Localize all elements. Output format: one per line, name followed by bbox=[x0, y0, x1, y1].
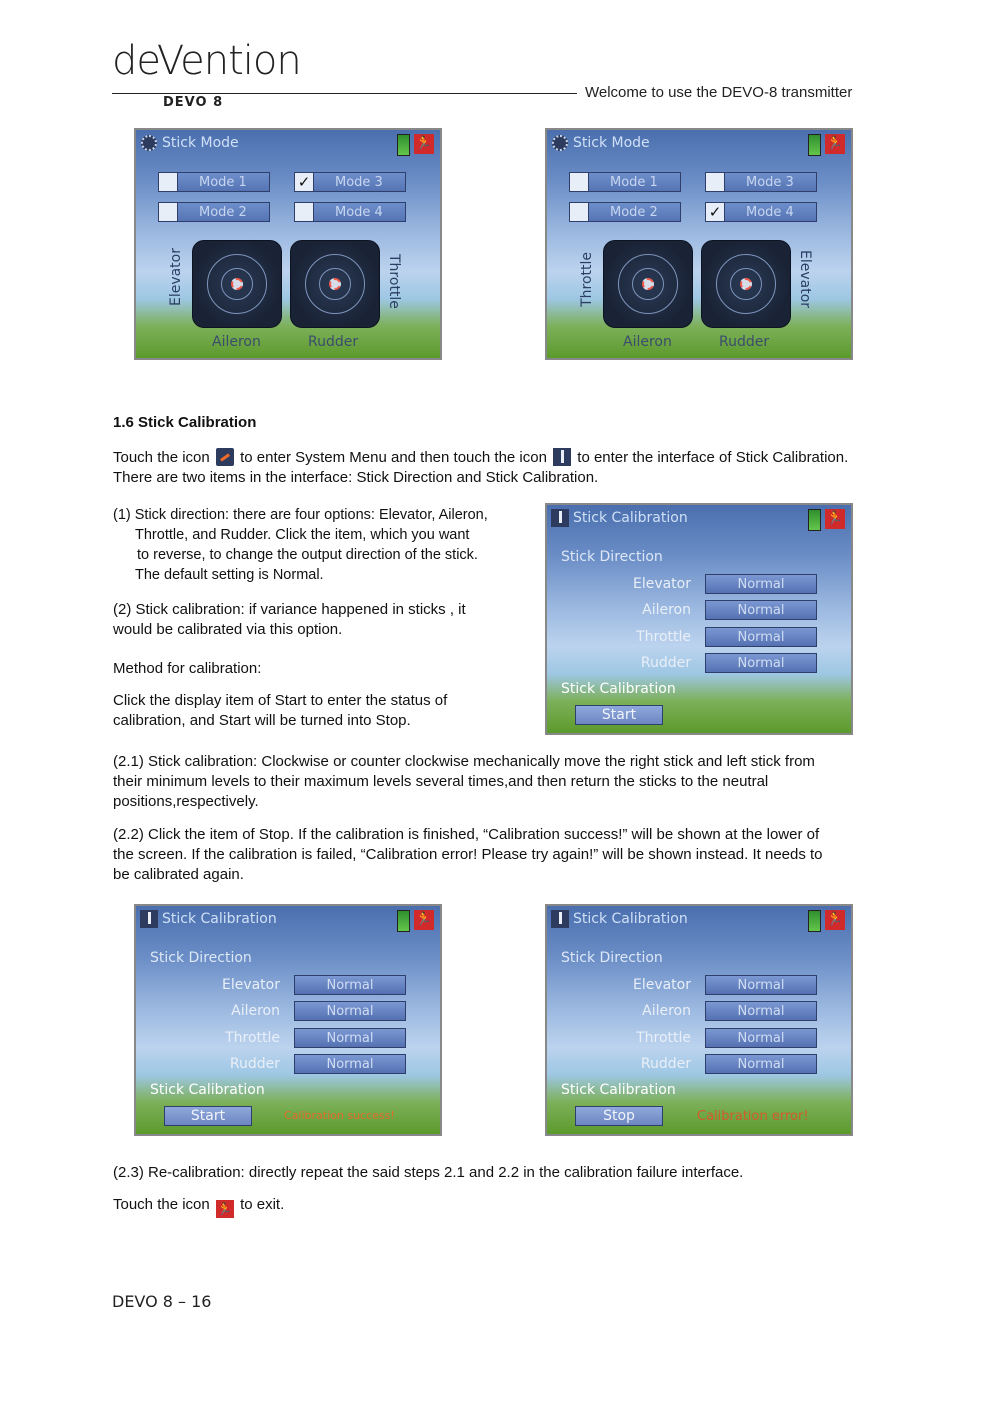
checkbox bbox=[159, 203, 178, 221]
row-label-rudder: Rudder bbox=[640, 1056, 691, 1072]
stick-calibration-heading: Stick Calibration bbox=[150, 1082, 265, 1098]
row-label-throttle: Throttle bbox=[636, 1030, 691, 1046]
calibration-status: Calibration error! bbox=[697, 1109, 809, 1124]
intro-text-4: There are two items in the interface: Stick Direction and Stick Calibration. bbox=[113, 469, 599, 486]
stick-direction-heading: Stick Direction bbox=[561, 549, 663, 565]
title-bar bbox=[136, 906, 440, 934]
battery-icon bbox=[397, 910, 410, 932]
bottom-right-axis-label: Rudder bbox=[719, 334, 770, 350]
bottom-right-axis-label: Rudder bbox=[308, 334, 359, 350]
row-label-aileron: Aileron bbox=[642, 1003, 691, 1019]
item-2-line: would be calibrated via this option. bbox=[113, 621, 343, 638]
mode-label: Mode 3 bbox=[746, 175, 794, 190]
row-label-elevator: Elevator bbox=[632, 977, 691, 993]
step-line: (2.2) Click the item of Stop. If the calibration is finished, “Calibration success!” will be shown at the lower of bbox=[113, 826, 820, 843]
exit-icon: 🏃 bbox=[217, 1202, 233, 1216]
row-label-rudder: Rudder bbox=[640, 655, 691, 671]
throttle-direction-button[interactable]: Normal bbox=[705, 627, 817, 647]
exit-icon[interactable]: 🏃 bbox=[414, 910, 434, 930]
exit-text-1: Touch the icon bbox=[113, 1196, 210, 1213]
elevator-direction-button[interactable]: Normal bbox=[705, 574, 817, 594]
title-bar bbox=[547, 505, 851, 533]
stick-position-icon bbox=[329, 278, 341, 290]
stick-calibration-screen-error bbox=[545, 904, 853, 1136]
throttle-direction-button[interactable]: Normal bbox=[294, 1028, 406, 1048]
title-bar bbox=[547, 906, 851, 934]
mode-2-button[interactable] bbox=[158, 202, 270, 222]
checkbox bbox=[570, 173, 589, 191]
row-label-throttle: Throttle bbox=[636, 629, 691, 645]
rudder-direction-button[interactable]: Normal bbox=[294, 1054, 406, 1074]
gear-icon bbox=[552, 135, 568, 151]
left-axis-label: Elevator bbox=[168, 248, 184, 307]
row-label-rudder: Rudder bbox=[229, 1056, 280, 1072]
right-stick-gimbal bbox=[290, 240, 380, 328]
item-1-line: Throttle, and Rudder. Click the item, which you want bbox=[135, 527, 470, 543]
stop-button[interactable]: Stop bbox=[575, 1106, 663, 1126]
item-2-text bbox=[113, 600, 523, 640]
left-axis-label: Throttle bbox=[579, 252, 595, 307]
stick-calibration-heading: Stick Calibration bbox=[561, 681, 676, 697]
mode-label: Mode 2 bbox=[199, 205, 247, 220]
stick-calibration-icon bbox=[140, 910, 158, 928]
exit-icon[interactable]: 🏃 bbox=[414, 134, 434, 154]
start-button[interactable]: Start bbox=[575, 705, 663, 725]
stick-calibration-icon bbox=[551, 910, 569, 928]
calibration-status: Calibration success! bbox=[284, 1109, 395, 1122]
bottom-left-axis-label: Aileron bbox=[623, 334, 672, 350]
battery-icon bbox=[397, 134, 410, 156]
battery-icon bbox=[808, 910, 821, 932]
title-bar bbox=[547, 130, 851, 158]
page-footer: DEVO 8 – 16 bbox=[112, 1292, 212, 1311]
left-stick-gimbal bbox=[192, 240, 282, 328]
stick-calibration-icon bbox=[553, 448, 571, 466]
mode-label: Mode 1 bbox=[610, 175, 658, 190]
mode-4-button[interactable] bbox=[294, 202, 406, 222]
checkbox bbox=[295, 203, 314, 221]
checkbox-checked: ✓ bbox=[706, 203, 725, 221]
exit-icon[interactable]: 🏃 bbox=[825, 134, 845, 154]
row-label-aileron: Aileron bbox=[642, 602, 691, 618]
system-menu-icon bbox=[216, 448, 234, 466]
click-line: calibration, and Start will be turned into Stop. bbox=[113, 712, 411, 729]
stick-mode-screen-2 bbox=[545, 128, 853, 360]
stick-calibration-screen-1 bbox=[545, 503, 853, 735]
item-2-line: (2) Stick calibration: if variance happened in sticks , it bbox=[113, 601, 466, 618]
stick-calibration-icon bbox=[551, 509, 569, 527]
step-2-3-text: (2.3) Re-calibration: directly repeat the said steps 2.1 and 2.2 in the calibration failure interface. bbox=[113, 1164, 744, 1181]
stick-direction-heading: Stick Direction bbox=[561, 950, 663, 966]
checkbox bbox=[570, 203, 589, 221]
right-stick-gimbal bbox=[701, 240, 791, 328]
screen-title: Stick Calibration bbox=[573, 911, 688, 927]
mode-3-button[interactable] bbox=[705, 172, 817, 192]
item-1-text bbox=[113, 505, 523, 585]
stick-direction-heading: Stick Direction bbox=[150, 950, 252, 966]
step-line: (2.1) Stick calibration: Clockwise or counter clockwise mechanically move the right stick and left stick from bbox=[113, 753, 815, 770]
stick-calibration-heading: Stick Calibration bbox=[561, 1082, 676, 1098]
intro-text-1: Touch the icon bbox=[113, 449, 210, 466]
start-button[interactable]: Start bbox=[164, 1106, 252, 1126]
checkbox bbox=[706, 173, 725, 191]
step-2-1-text bbox=[113, 752, 883, 812]
elevator-direction-button[interactable]: Normal bbox=[705, 975, 817, 995]
row-label-throttle: Throttle bbox=[225, 1030, 280, 1046]
stick-calibration-screen-success bbox=[134, 904, 442, 1136]
intro-text-2: to enter System Menu and then touch the icon bbox=[240, 449, 547, 466]
intro-paragraph bbox=[113, 448, 893, 488]
gear-icon bbox=[141, 135, 157, 151]
mode-label: Mode 2 bbox=[610, 205, 658, 220]
aileron-direction-button[interactable]: Normal bbox=[705, 1001, 817, 1021]
mode-label: Mode 1 bbox=[199, 175, 247, 190]
brand-logo: deVention bbox=[112, 38, 301, 84]
right-axis-label: Elevator bbox=[797, 250, 813, 309]
row-label-aileron: Aileron bbox=[231, 1003, 280, 1019]
throttle-direction-button[interactable]: Normal bbox=[705, 1028, 817, 1048]
battery-icon bbox=[808, 134, 821, 156]
item-1-line: to reverse, to change the output direction of the stick. bbox=[137, 547, 478, 563]
exit-icon[interactable]: 🏃 bbox=[825, 509, 845, 529]
mode-1-button[interactable] bbox=[158, 172, 270, 192]
bottom-left-axis-label: Aileron bbox=[212, 334, 261, 350]
row-label-elevator: Elevator bbox=[632, 576, 691, 592]
header-welcome: Welcome to use the DEVO-8 transmitter bbox=[585, 84, 853, 101]
right-axis-label: Throttle bbox=[386, 254, 402, 309]
section-heading: 1.6 Stick Calibration bbox=[113, 414, 257, 431]
screen-title: Stick Mode bbox=[573, 135, 650, 151]
item-1-line: The default setting is Normal. bbox=[135, 567, 324, 583]
mode-3-button[interactable] bbox=[294, 172, 406, 192]
stick-position-icon bbox=[740, 278, 752, 290]
row-label-elevator: Elevator bbox=[221, 977, 280, 993]
elevator-direction-button[interactable]: Normal bbox=[294, 975, 406, 995]
exit-icon[interactable]: 🏃 bbox=[825, 910, 845, 930]
screen-title: Stick Calibration bbox=[162, 911, 277, 927]
battery-icon bbox=[808, 509, 821, 531]
checkbox-checked: ✓ bbox=[295, 173, 314, 191]
rudder-direction-button[interactable]: Normal bbox=[705, 653, 817, 673]
checkbox bbox=[159, 173, 178, 191]
mode-1-button[interactable] bbox=[569, 172, 681, 192]
brand-model: DEVO 8 bbox=[163, 95, 224, 110]
method-heading: Method for calibration: bbox=[113, 660, 262, 677]
mode-label: Mode 4 bbox=[746, 205, 794, 220]
rudder-direction-button[interactable]: Normal bbox=[705, 1054, 817, 1074]
click-start-text bbox=[113, 691, 523, 731]
step-line: positions,respectively. bbox=[113, 793, 259, 810]
step-2-2-text bbox=[113, 825, 888, 885]
step-line: their minimum levels to their maximum levels several times,and then return the sticks to the neutral bbox=[113, 773, 769, 790]
left-stick-gimbal bbox=[603, 240, 693, 328]
mode-4-button[interactable] bbox=[705, 202, 817, 222]
mode-label: Mode 3 bbox=[335, 175, 383, 190]
stick-mode-screen-1 bbox=[134, 128, 442, 360]
title-bar bbox=[136, 130, 440, 158]
item-1-line: (1) Stick direction: there are four options: Elevator, Aileron, bbox=[113, 507, 488, 523]
click-line: Click the display item of Start to enter the status of bbox=[113, 692, 448, 709]
screen-title: Stick Calibration bbox=[573, 510, 688, 526]
aileron-direction-button[interactable]: Normal bbox=[705, 600, 817, 620]
aileron-direction-button[interactable]: Normal bbox=[294, 1001, 406, 1021]
screen-title: Stick Mode bbox=[162, 135, 239, 151]
exit-instruction bbox=[113, 1195, 284, 1218]
mode-label: Mode 4 bbox=[335, 205, 383, 220]
step-line: be calibrated again. bbox=[113, 866, 244, 883]
intro-text-3: to enter the interface of Stick Calibration. bbox=[577, 449, 849, 466]
exit-text-2: to exit. bbox=[240, 1196, 285, 1213]
step-line: the screen. If the calibration is failed, “Calibration error! Please try again!” will be shown instead. It needs to bbox=[113, 846, 823, 863]
mode-2-button[interactable] bbox=[569, 202, 681, 222]
header-rule bbox=[112, 93, 577, 94]
stick-position-icon bbox=[642, 278, 654, 290]
stick-position-icon bbox=[231, 278, 243, 290]
